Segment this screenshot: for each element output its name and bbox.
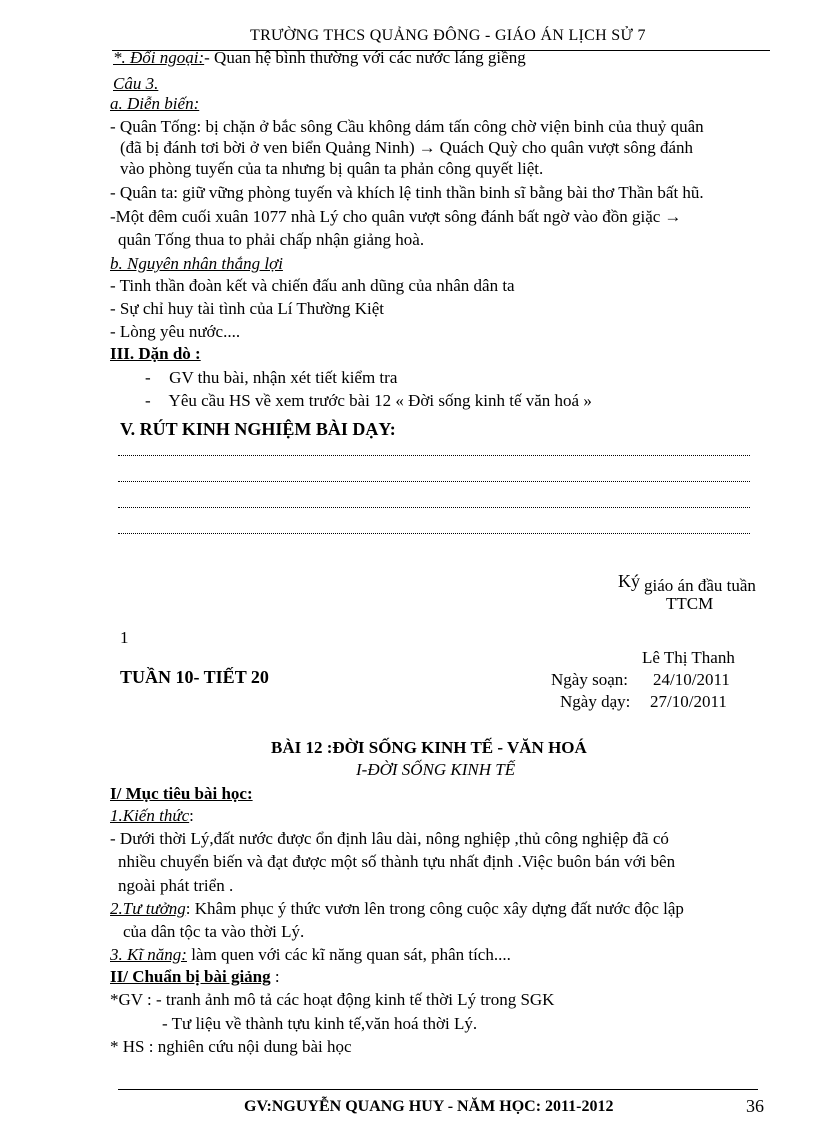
kien-thuc-heading-line: [110, 806, 194, 826]
nguyen-nhan-heading: b. Nguyên nhân thắng lợi: [110, 254, 283, 273]
dan-do-item: [145, 391, 592, 411]
chuan-bi-colon: :: [270, 967, 280, 986]
dan-do-bullet: -: [145, 391, 151, 410]
ngay-soan-value: 24/10/2011: [653, 670, 730, 689]
tu-tuong-heading: 2.Tư tưởng: [110, 899, 186, 918]
page-number: 36: [746, 1096, 764, 1116]
chuan-bi-heading: II/ Chuẩn bị bài giảng: [110, 967, 271, 986]
doi-ngoai-label: *. Đối ngoại:: [113, 48, 205, 67]
dien-bien-line-3: vào phòng tuyến của ta nhưng bị quân ta phản công quyết liệt.: [120, 159, 544, 178]
gv-line-1: *GV : - tranh ảnh mô tả các hoạt động kinh tế thời Lý trong SGK: [110, 990, 555, 1009]
kien-thuc-line: - Dưới thời Lý,đất nước được ổn định lâu dài, nông nghiệp ,thủ công nghiệp đã có: [110, 829, 669, 848]
kien-thuc-line: nhiều chuyển biến và đạt được một số thành tựu nhất định .Việc buôn bán với bên: [118, 852, 676, 871]
ki-nang-text: làm quen với các kĩ năng quan sát, phân tích....: [186, 945, 511, 964]
dotted-line: [118, 455, 750, 456]
dien-bien-line-5: [110, 207, 685, 227]
tu-tuong-line-1: [110, 899, 684, 919]
nguyen-nhan-item: - Sự chỉ huy tài tình của Lí Thường Kiệt: [110, 299, 385, 318]
kien-thuc-colon: :: [189, 806, 194, 825]
dan-do-item: [145, 368, 397, 388]
gv-line-2: - Tư liệu về thành tựu kinh tế,văn hoá thời Lý.: [162, 1014, 478, 1033]
footer-rule: [118, 1089, 758, 1090]
dien-bien-line-2b: Quách Quỳ cho quân vượt sông đánh: [439, 138, 693, 157]
dan-do-heading: III. Dặn dò :: [110, 344, 201, 363]
dien-bien-line-6: quân Tống thua to phải chấp nhận giảng hoà.: [118, 230, 425, 249]
lesson-title: BÀI 12 :ĐỜI SỐNG KINH TẾ - VĂN HOÁ: [271, 738, 587, 757]
dien-bien-line-4: - Quân ta: giữ vững phòng tuyến và khích lệ tinh thần binh sĩ bằng bài thơ Thần bất hũ.: [110, 183, 704, 202]
dien-bien-line-1: - Quân Tống: bị chặn ở bắc sông Cầu không dám tấn công chờ viện binh của thuỷ quân: [110, 117, 704, 136]
doi-ngoai-text: - Quan hệ bình thường với các nước láng giềng: [204, 48, 526, 67]
rut-kinh-nghiem-heading: V. RÚT KINH NGHIỆM BÀI DẠY:: [120, 419, 396, 439]
giao-an-dau-tuan: giáo án đầu tuần: [644, 576, 756, 595]
dien-bien-line-2: [120, 138, 693, 158]
nguyen-nhan-item: - Tinh thần đoàn kết và chiến đấu anh dũng của nhân dân ta: [110, 276, 515, 295]
tuan-tiet: TUẦN 10- TIẾT 20: [120, 667, 269, 687]
dien-bien-line-2a: (đã bị đánh tơi bời ở ven biển Quảng Ninh): [120, 138, 415, 157]
kien-thuc-heading: 1.Kiến thức: [110, 806, 190, 825]
ngay-day-label: Ngày dạy:: [560, 692, 631, 711]
lesson-subtitle: I-ĐỜI SỐNG KINH TẾ: [356, 760, 516, 779]
dan-do-bullet: -: [145, 368, 151, 387]
doi-ngoai-line: [113, 48, 526, 68]
muc-tieu-heading: I/ Mục tiêu bài học:: [110, 784, 253, 803]
ngay-day-value: 27/10/2011: [650, 692, 727, 711]
right-arrow-icon: →: [664, 207, 682, 226]
footer-text: GV:NGUYỄN QUANG HUY - NĂM HỌC: 2011-2012: [244, 1098, 614, 1115]
hs-line: * HS : nghiên cứu nội dung bài học: [110, 1037, 352, 1056]
ki-nang-heading: 3. Kĩ năng:: [110, 945, 187, 964]
ki-nang-line: [110, 945, 511, 965]
ngay-soan-label: Ngày soạn:: [551, 670, 628, 689]
cau-3-heading: Câu 3.: [113, 74, 159, 93]
kien-thuc-line: ngoài phát triển .: [118, 876, 234, 895]
ttcm-label: TTCM: [666, 594, 714, 613]
dotted-line: [118, 507, 750, 508]
right-arrow-icon: →: [418, 138, 436, 157]
page-header: TRƯỜNG THCS QUẢNG ĐÔNG - GIÁO ÁN LỊCH SỬ 7: [250, 27, 646, 44]
nguyen-nhan-item: - Lòng yêu nước....: [110, 322, 241, 341]
dotted-line: [118, 533, 750, 534]
dotted-line: [118, 481, 750, 482]
tu-tuong-line-2: của dân tộc ta vào thời Lý.: [123, 922, 305, 941]
dien-bien-line-5a: -Một đêm cuối xuân 1077 nhà Lý cho quân vượt sông đánh bất ngờ vào đồn giặc: [110, 207, 661, 226]
ky-label: Ký: [618, 571, 640, 591]
signer-name: Lê Thị Thanh: [642, 648, 735, 667]
dan-do-text: GV thu bài, nhận xét tiết kiểm tra: [169, 368, 398, 387]
dien-bien-heading: a. Diễn biến:: [110, 94, 200, 113]
tu-tuong-text: : Khâm phục ý thức vươn lên trong công cuộc xây dựng đất nước độc lập: [185, 899, 684, 918]
page-marker: 1: [120, 628, 129, 647]
chuan-bi-line: [110, 967, 280, 987]
dan-do-text: Yêu cầu HS về xem trước bài 12 « Đời sống kinh tế văn hoá »: [168, 391, 592, 410]
